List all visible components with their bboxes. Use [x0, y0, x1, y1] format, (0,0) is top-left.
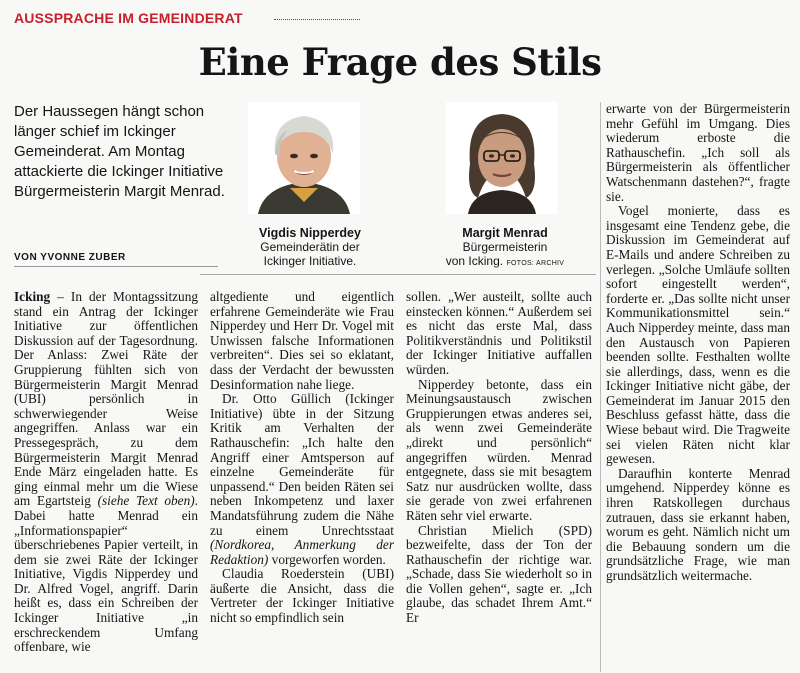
cross-reference: (siehe Text oben) — [97, 493, 195, 509]
portrait-woman-glasses — [446, 102, 558, 214]
kicker-rule — [274, 19, 360, 20]
caption-role-line1: Gemeinderätin der — [260, 240, 360, 254]
dateline: Icking — [14, 289, 51, 304]
paragraph: Claudia Roederstein (UBI) äußerte die Ansicht, dass die Vertreter der Ickinger Initiative nicht so empfindlich sein — [210, 566, 394, 626]
paragraph-text: vorgeworfen worden. — [268, 551, 386, 567]
portrait-woman-short-hair — [248, 102, 360, 214]
section-kicker: AUSSPRACHE IM GEMEINDERAT — [14, 10, 243, 26]
paragraph — [210, 392, 394, 567]
article-column-3 — [406, 290, 592, 626]
paragraph: Nipperdey betonte, dass ein Meinungsaustausch zwischen Gruppierungen etwas anderes sei, als wenn zwei Gemeinderäte „direkt und persönlich“ angegriffen würden. Menrad entgegnete, dass sie mit besagtem Satz nur ausdrücken wollte, dass sie gerade von zwei erfahrenen Räten sehr viel erwarte. — [406, 376, 592, 523]
article-column-2 — [210, 290, 394, 626]
paragraph: sollen. „Wer austeilt, sollte auch einstecken können.“ Außerdem sei es nicht das erste Mal, dass Politikverständnis und Politikstil der Ickinger Initiative auffallen würden. — [406, 289, 592, 377]
caption-name: Margit Menrad — [462, 226, 548, 240]
article-column-4 — [606, 102, 790, 584]
paragraph: erwarte von der Bürgermeisterin mehr Gefühl im Umgang. Dies wiederum erboste die Rathauschefin. „Ich soll als Bürgermeisterin als öffentlicher Watschenmann dastehen?“, fragte sie. — [606, 101, 790, 204]
paragraph-text: Dr. Otto Güllich (Ickinger Initiative) übte in der Sitzung Kritik am Verhalten der Rathauschefin: „Ich halte den Angriff einer Amtsperson auf einzelne Gemeinderäte für unpassend.“ Den beiden Räten sei neben Inkompetenz und laxer Mandatsführung zudem die Nähe zu einem Unrechtsstaat — [210, 391, 394, 538]
caption-role-line1: Bürgermeisterin — [462, 240, 548, 254]
caption-role-line2 — [420, 254, 590, 271]
paragraph: altgediente und eigentlich erfahrene Gemeinderäte wie Frau Nipperdey und Herr Dr. Vogel mit Unwissen falsche Informationen verbreiten“. Dies sei so eklatant, dass der Verdacht der bewussten Desinformation nahe liege. — [210, 289, 394, 392]
column-divider-top — [200, 274, 596, 275]
photo-caption-nipperdey — [225, 226, 395, 268]
caption-role-text: von Icking. — [445, 254, 504, 268]
column-divider-right — [600, 102, 601, 672]
headline: Eine Frage des Stils — [198, 40, 602, 84]
paragraph-text: – In der Montagssitzung stand ein Antrag der Ickinger Initiative zur öffentlichen Diskussion auf der Tagesordnung. Der Anlass: Zwei Räte der Gruppierung fühlten sich von Bürgermeisterin Margit Menrad (UBI) persönlich in schwerwiegender Weise angegriffen. Anlass war ein Pressegespräch, zu dem Bürgermeisterin Margit Menrad Ende März eingeladen hatte. Es ging einmal mehr um die Wiese am Egartsteig — [14, 289, 198, 509]
caption-name: Vigdis Nipperdey — [259, 226, 361, 240]
editor-note: (Nordkorea, Anmerkung der Redaktion) — [210, 537, 394, 567]
byline: VON YVONNE ZUBER — [14, 252, 218, 267]
paragraph: Vogel monierte, dass es insgesamt eine Tendenz gebe, die Diskussion im Gemeinderat auf E-Mails und andere Schreiben zu verlegen. „Solche Umläufe sollten sofort eingestellt werden“, forderte er. „Das sollte nicht unser Kommunikationsmittel sein.“ Auch Nipperdey meinte, dass man den Austausch von Papieren beenden sollte. Festhalten wollte sie allerdings, dass, wenn es die Ickinger Initiative nicht gäbe, der Gemeinderat im Januar 2015 den Beschluss gefasst hätte, dass die Wiese bebaut wird. Die Tragweite sei vielen Räten nicht klar gewesen. — [606, 203, 790, 467]
paragraph: Christian Mielich (SPD) bezweifelte, dass der Ton der Rathauschefin der richtige war. „Schade, dass Sie wiederholt so in die Vollen gehen“, sagte er. „Ich glaube, das schadet Ihrem Amt.“ Er — [406, 522, 592, 626]
paragraph — [14, 290, 198, 655]
paragraph-text: . Dabei hatte Menrad ein „Informationspapier“ überschriebenes Papier verteilt, in dem sie zwei Räte der Ickinger Initiative, Vigdis Nipperdey und Dr. Alfred Vogel, angriff. Darin heißt es, dass ein Schreiben der Ickinger Initiative „in erschreckendem Umfang offenbare, wie — [14, 493, 198, 655]
photo-caption-menrad — [420, 226, 590, 271]
photo-vigdis-nipperdey — [248, 102, 360, 214]
photo-credit: FOTOS: ARCHIV — [506, 260, 565, 267]
paragraph: Daraufhin konterte Menrad umgehend. Nipperdey könne es ihren Ratskollegen durchaus zutrauen, dass sie erkannt haben, worum es geht. Nämlich nicht um die Bebauung sondern um die grundsätzliche Frage, wie man grundsätzlich weitermache. — [606, 465, 790, 583]
photo-margit-menrad — [446, 102, 558, 214]
caption-role-line2: Ickinger Initiative. — [263, 254, 357, 268]
intro-teaser: Der Haussegen hängt schon länger schief im Ickinger Gemeinderat. Am Montag attackierte die Ickinger Initiative Bürgermeisterin Margit Menrad. — [14, 103, 225, 200]
article-column-1 — [14, 290, 198, 655]
